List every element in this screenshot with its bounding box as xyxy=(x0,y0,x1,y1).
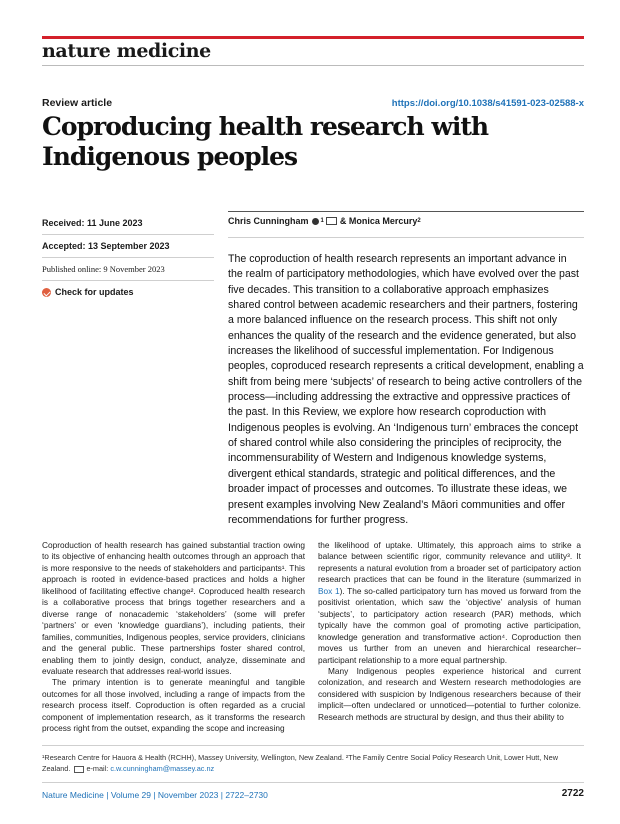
article-title xyxy=(42,112,582,172)
affiliations-text: ¹Research Centre for Hauora & Health (RCHH), Massey University, Wellington, New Zealand. ²The Family Centre Social Policy Research Unit, Lower Hutt, New Zealand. xyxy=(42,753,558,773)
author-list: Chris Cunningham 1 & Monica Mercury 2 xyxy=(228,216,421,226)
published-date: Published online: 9 November 2023 xyxy=(42,258,214,281)
check-updates-icon xyxy=(42,288,51,297)
mail-icon[interactable] xyxy=(326,217,337,225)
body-column-left xyxy=(42,540,305,735)
author-separator: & xyxy=(339,216,347,226)
article-history xyxy=(42,212,214,303)
accepted-date: Accepted: 13 September 2023 xyxy=(42,235,214,258)
body-column-right xyxy=(318,540,581,723)
check-updates-label: Check for updates xyxy=(55,287,134,297)
affiliations-divider xyxy=(42,745,584,746)
orcid-icon[interactable] xyxy=(312,218,319,225)
authors-divider xyxy=(228,211,584,212)
received-date: Received: 11 June 2023 xyxy=(42,212,214,235)
affiliations xyxy=(42,752,584,774)
title-line-1: Coproducing health research with xyxy=(42,112,489,141)
footer-citation[interactable]: Nature Medicine | Volume 29 | November 2023 | 2722–2730 xyxy=(42,790,268,800)
body-paragraph: Coproduction of health research has gained substantial traction owing to its objective of enhancing health outcomes through an approach that is more responsive to the needs of stakeholders and participants¹. This approach is rooted in evidence-based practices and holds a higher likelihood of facilitating effective change². Coproduced health research is a collaborative process that brings together researchers and a diverse range of nonacademic ‘stakeholders’ (some will prefer ‘partners’ or even ‘knowledge guardians’), including patients, their families, communities, Indigenous peoples, service providers, clinicians and the general public. These partnerships foster shared control, enabling them to jointly design, conduct, analyze, disseminate and evaluate research that addresses real-world issues. xyxy=(42,540,305,676)
email-icon xyxy=(74,766,84,773)
title-line-2: Indigenous peoples xyxy=(42,142,298,171)
body-paragraph: Many Indigenous peoples experience historical and current colonization, and research and Western research methodologies are considered with suspicion by Indigenous researchers because of their implicit—often undeclared or unnoticed—potential to further colonize. Research methods are structural by design, and thus their ability to xyxy=(318,665,581,722)
abstract-divider xyxy=(228,237,584,238)
page-number: 2722 xyxy=(561,788,584,799)
footer-divider xyxy=(42,782,584,783)
body-paragraph xyxy=(318,540,581,666)
journal-name: nature medicine xyxy=(42,40,211,62)
header-accent-rule xyxy=(42,36,584,39)
author-2-name[interactable]: Monica Mercury xyxy=(348,216,418,226)
box-1-link[interactable]: Box 1 xyxy=(318,585,340,596)
abstract: The coproduction of health research represents an important advance in the realm of participatory methodologies, which have evolved over the past five decades. This transition to a collaborative approach emphasizes shared control between academic researchers and their partners, fostering a more balanced influence on the research process. This shift not only enhances the quality of the research and the evidence generated, but also increases the likelihood of successful implementation. For Indigenous peoples, coproduced research represents a critical development, enabling a shift from being mere ‘subjects’ of research to being active controllers of the process—including addressing the extractive and oppressive practices of the past. In this Review, we explore how research coproduction with Indigenous peoples is evolving. An ‘Indigenous turn’ embraces the concept of shared control while also considering the principles of reciprocity, the incommensurability of Western and Indigenous knowledge systems, divergent ethical standards, strategic and political differences, and the broader impact of processes and outcomes. To illustrate these ideas, we present examples involving New Zealand’s Māori communities and offer recommendations for further progress. xyxy=(228,253,584,526)
check-updates-button[interactable] xyxy=(42,281,214,303)
body-paragraph: The primary intention is to generate meaningful and tangible outcomes for all those involved, including a range of impacts from the research process itself. Coproduction is often regarded as a crucial component of implementation research, as it transforms the research process right from the outset, expanding the scope and increasing xyxy=(42,677,305,734)
body-text: ). The so-called participatory turn has moved us forward from the positivist orientation, which saw the ‘objective’ analysis of human ‘subjects’, to participatory action research (PAR) methods, which typically have the common goal of promoting active participation, knowledge generation and transformative action⁴. Coproduction then moves us further from an uneven and hierarchical researcher–participant relationship to a more equal partnership. xyxy=(318,585,582,665)
author-1-name[interactable]: Chris Cunningham xyxy=(228,216,309,226)
email-label: e-mail: xyxy=(86,764,109,773)
corresponding-email-link[interactable]: c.w.cunningham@massey.ac.nz xyxy=(110,764,215,773)
header-divider xyxy=(42,65,584,66)
article-type: Review article xyxy=(42,97,113,109)
doi-link[interactable]: https://doi.org/10.1038/s41591-023-02588-x xyxy=(391,98,584,109)
body-text: the likelihood of uptake. Ultimately, this approach aims to strike a balance between scientific rigor, community relevance and utility³. It represents a natural evolution from a broader set of participatory action research practices that can be found in the literature (summarized in xyxy=(318,540,581,585)
